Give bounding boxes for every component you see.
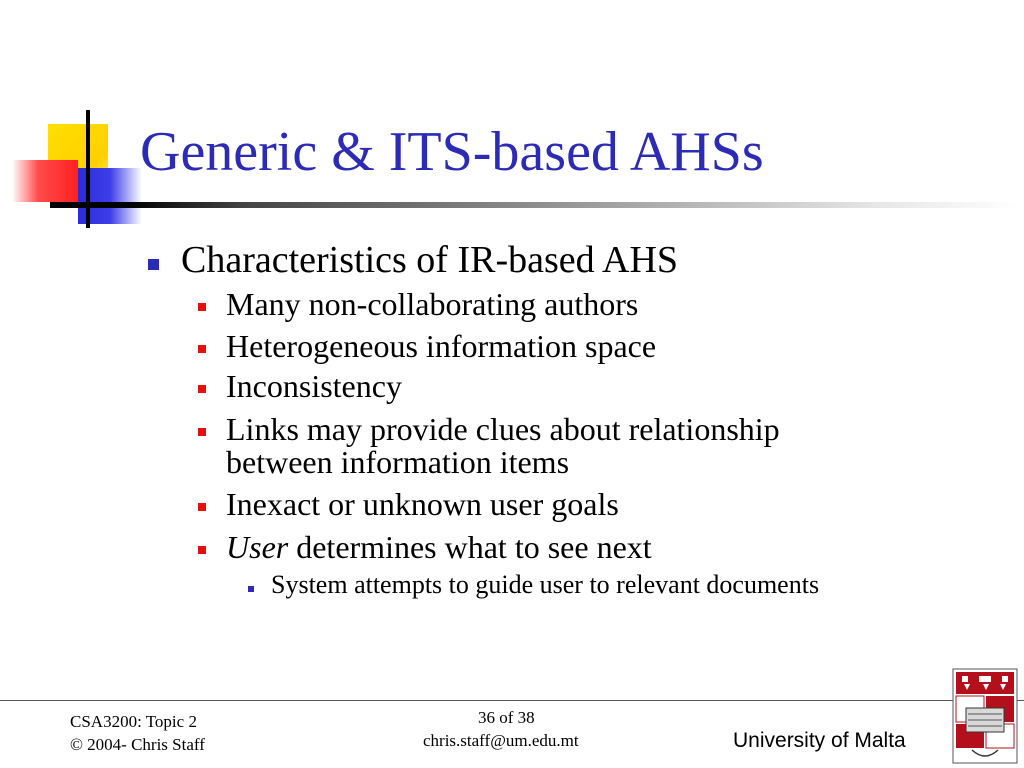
bullet-sub-6 xyxy=(226,531,652,563)
bullet-sub-5: Inexact or unknown user goals xyxy=(226,486,619,522)
university-crest-icon xyxy=(952,668,1018,764)
title-underline xyxy=(50,202,1020,208)
bullet-marker-level2 xyxy=(198,303,206,311)
slide-title: Generic & ITS-based AHSs xyxy=(140,121,764,183)
decor-vertical-line xyxy=(86,110,90,228)
footer-email: chris.staff@um.edu.mt xyxy=(423,731,579,750)
bullet-marker-level3 xyxy=(248,586,254,592)
footer-course: CSA3200: Topic 2 xyxy=(70,712,197,731)
decor-red-square xyxy=(12,160,78,202)
bullet-sub-2: Heterogeneous information space xyxy=(226,328,657,364)
bullet-marker-level2 xyxy=(198,503,206,511)
bullet-sub-1: Many non-collaborating authors xyxy=(226,286,639,322)
bullet-marker-level2 xyxy=(198,385,206,393)
bullet-marker-level2 xyxy=(198,546,206,554)
bullet-marker-level2 xyxy=(198,345,206,353)
footer-copyright: © 2004- Chris Staff xyxy=(70,735,205,754)
footer-university: University of Malta xyxy=(733,729,906,752)
footer-divider xyxy=(0,700,1024,701)
footer-page-number: 36 of 38 xyxy=(478,708,535,727)
bullet-sub-6-emphasis: User xyxy=(226,529,289,565)
bullet-sub-6-text: determines what to see next xyxy=(288,529,652,565)
bullet-main: Characteristics of IR-based AHS xyxy=(181,239,679,281)
bullet-sub-4-line-2: between information items xyxy=(226,444,570,480)
bullet-subsub-1: System attempts to guide user to relevant documents xyxy=(271,570,820,599)
bullet-sub-4-line-1: Links may provide clues about relationship xyxy=(226,411,780,447)
bullet-marker-level2 xyxy=(198,428,206,436)
bullet-sub-3: Inconsistency xyxy=(226,368,402,404)
bullet-marker-level1 xyxy=(148,259,159,270)
